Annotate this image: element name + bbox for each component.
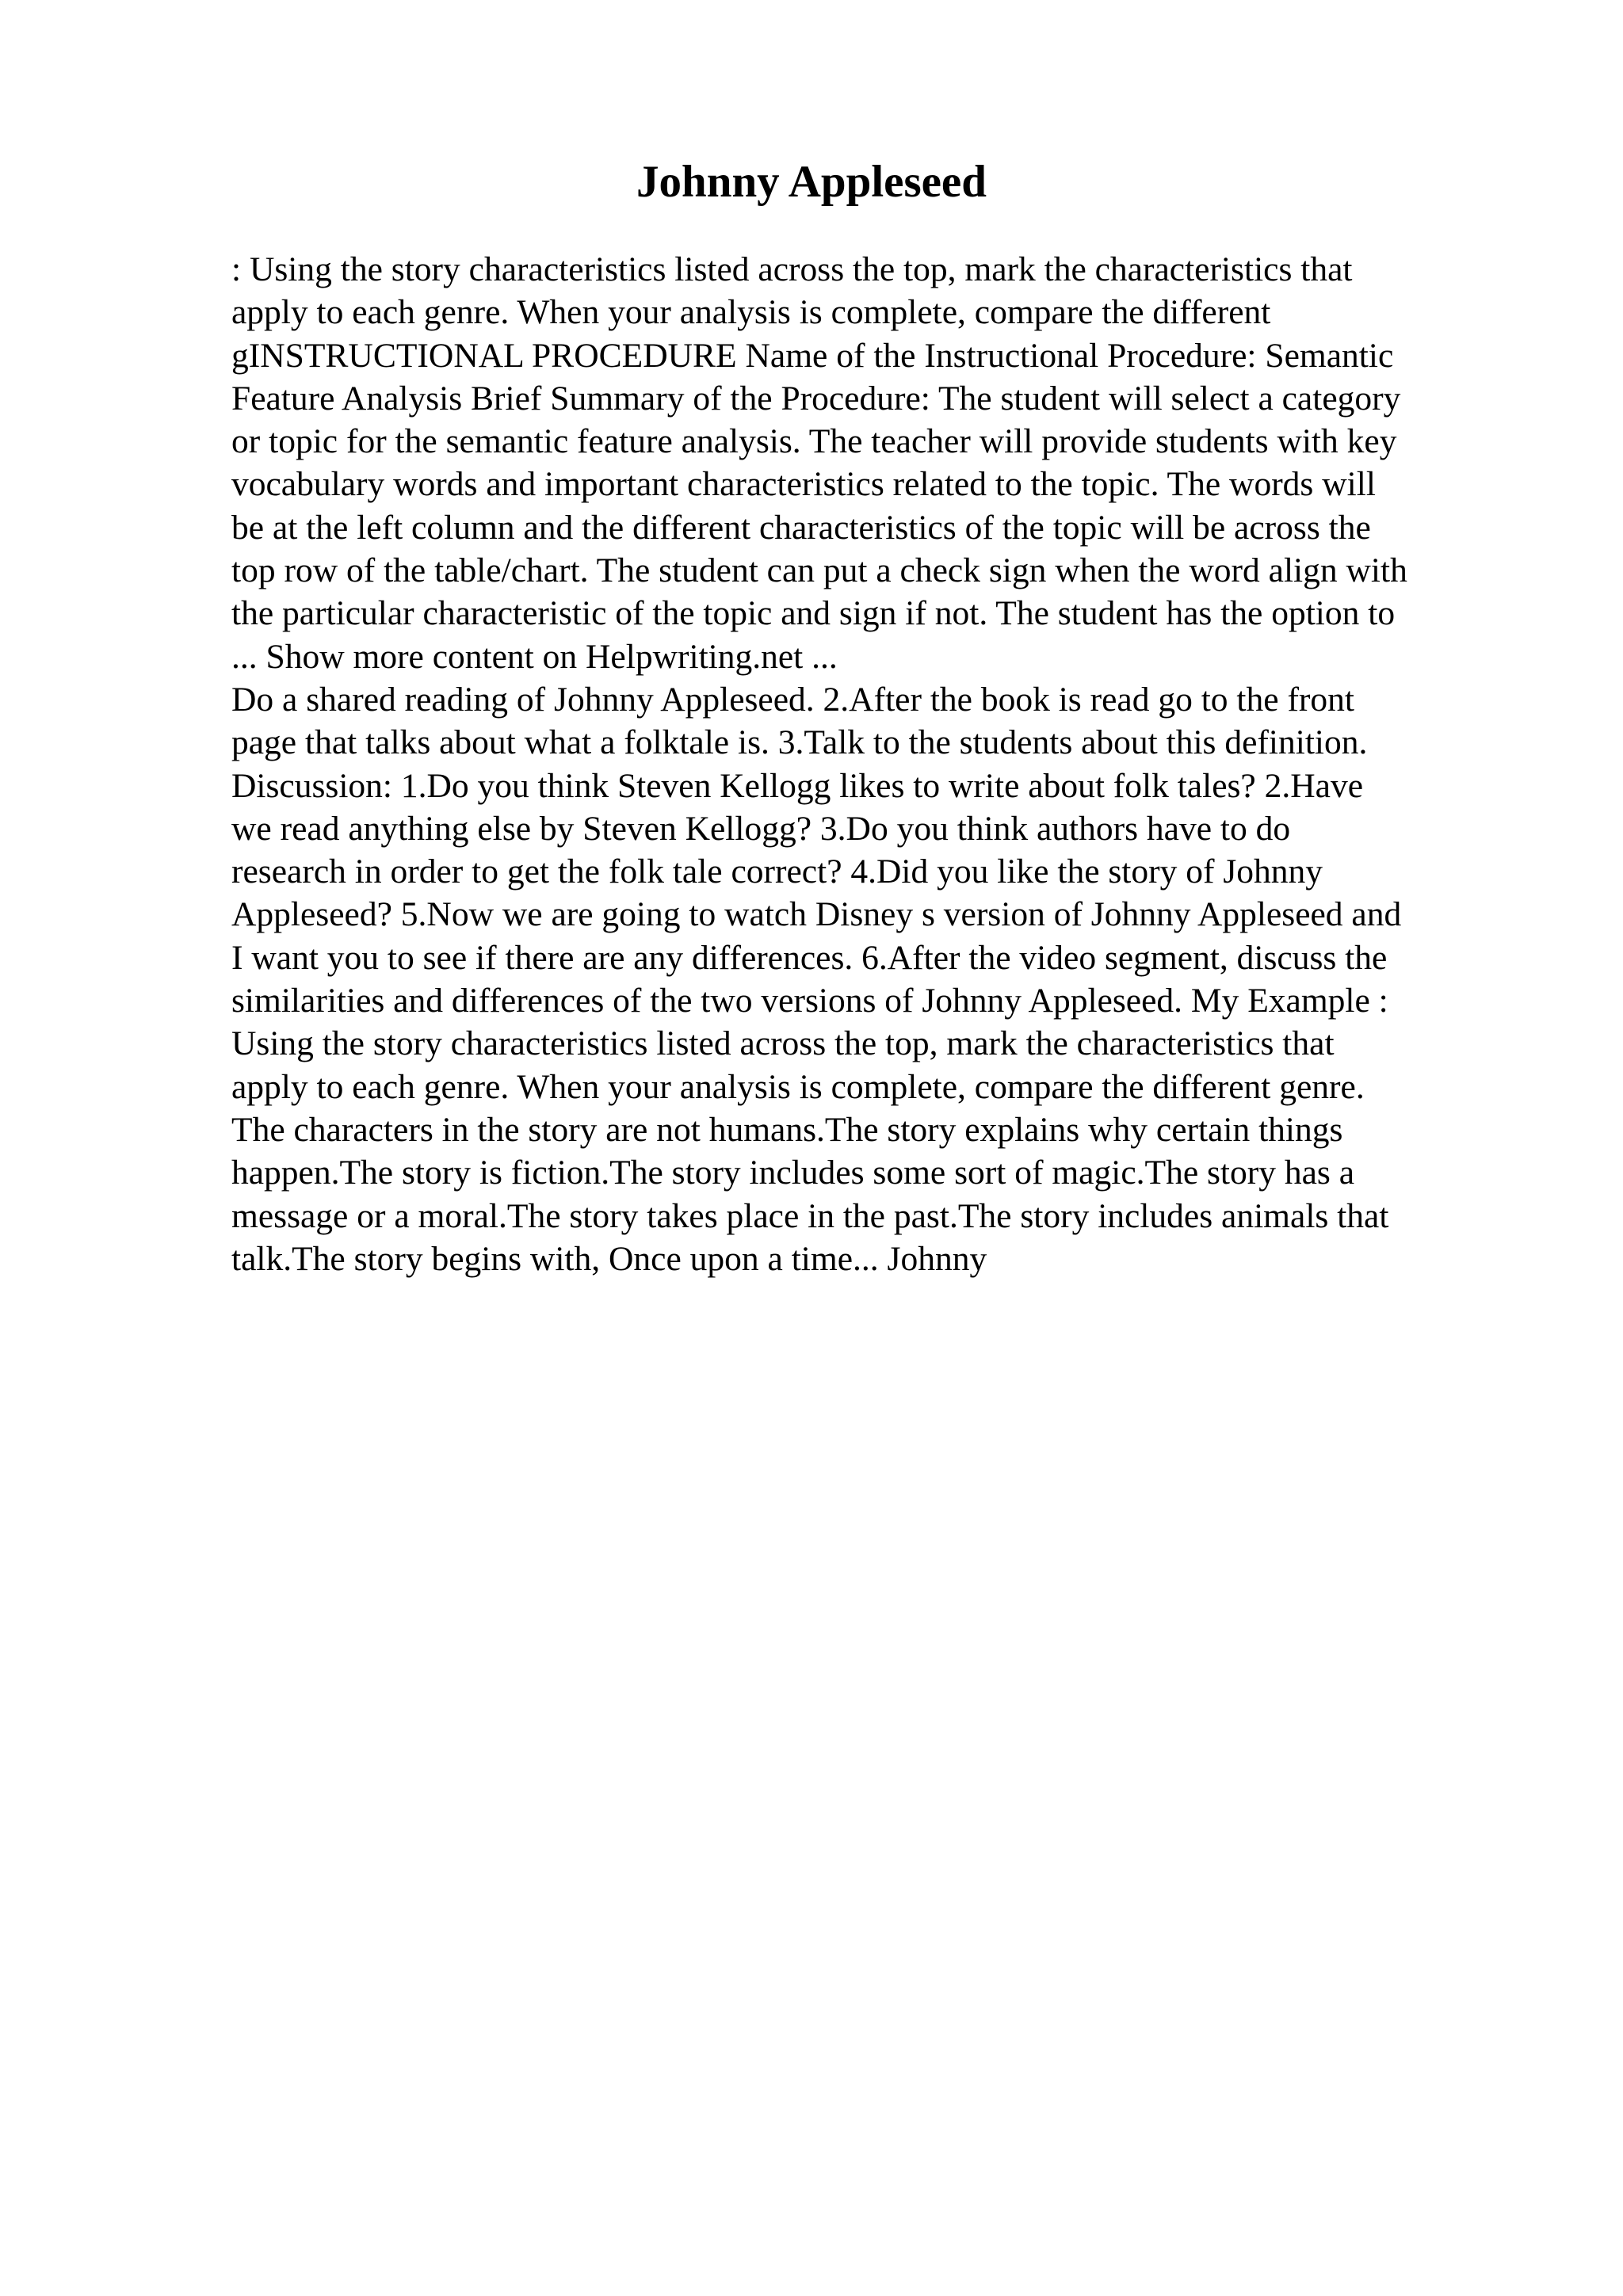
text-line: gINSTRUCTIONAL PROCEDURE Name of the Instructional Procedure: Semantic [231,336,1394,375]
text-line: I want you to see if there are any differences. 6.After the video segment, discuss the [231,938,1388,977]
text-line: happen.The story is fiction.The story includes some sort of magic.The story has a [231,1154,1355,1192]
show-more-line: ... Show more content on Helpwriting.net ... [231,637,838,676]
text-line: top row of the table/chart. The student can put a check sign when the word align with [231,551,1407,590]
text-line: research in order to get the folk tale correct? 4.Did you like the story of Johnny [231,852,1323,891]
text-line: vocabulary words and important characteristics related to the topic. The words will [231,465,1376,504]
text-line: : Using the story characteristics listed across the top, mark the characteristics that [231,250,1353,288]
text-line: page that talks about what a folktale is. 3.Talk to the students about this definition. [231,723,1368,762]
text-line: the particular characteristic of the topic and sign if not. The student has the option to [231,594,1396,633]
text-line: talk.The story begins with, Once upon a time... Johnny [231,1239,987,1278]
text-line: Appleseed? 5.Now we are going to watch Disney s version of Johnny Appleseed and [231,895,1402,934]
text-line: Feature Analysis Brief Summary of the Procedure: The student will select a category [231,379,1401,418]
text-line: message or a moral.The story takes place in the past.The story includes animals that [231,1196,1389,1235]
text-line: The characters in the story are not humans.The story explains why certain things [231,1110,1343,1149]
body-text [231,248,1503,1280]
page-title: Johnny Appleseed [636,157,987,207]
text-line: we read anything else by Steven Kellogg? 3.Do you think authors have to do [231,809,1291,848]
text-line: apply to each genre. When your analysis is complete, compare the different [231,293,1271,332]
text-line: Using the story characteristics listed across the top, mark the characteristics that [231,1024,1335,1063]
text-line: apply to each genre. When your analysis is complete, compare the different genre. [231,1067,1365,1106]
text-line: or topic for the semantic feature analysis. The teacher will provide students with key [231,422,1397,461]
text-line: similarities and differences of the two versions of Johnny Appleseed. My Example : [231,982,1388,1020]
text-line: be at the left column and the different characteristics of the topic will be across the [231,508,1371,547]
text-line: Discussion: 1.Do you think Steven Kellogg likes to write about folk tales? 2.Have [231,766,1364,805]
text-line: Do a shared reading of Johnny Appleseed. 2.After the book is read go to the front [231,680,1354,719]
